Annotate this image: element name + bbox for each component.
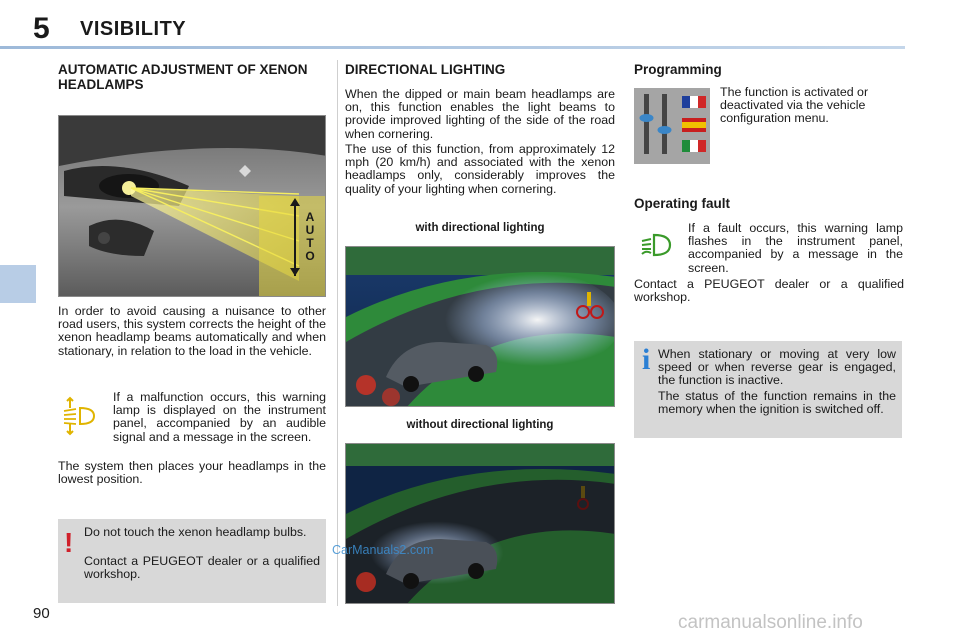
warning-exclamation-icon: ! [64,527,74,558]
info-box [634,341,902,438]
section-title-xenon: AUTOMATIC ADJUSTMENT OF XENON HEADLAMPS [58,62,308,92]
caption-with-directional: with directional lighting [415,222,545,234]
header-rule [0,46,905,49]
caption-without-directional: without directional lighting [406,419,554,431]
directional-text-1: When the dipped or main beam headlamps are on, this function enables the light beams to provide improved lighting of the side of the road when cornering. [345,87,615,141]
warning-text-2: Contact a PEUGEOT dealer or a qualified workshop. [84,554,320,582]
chapter-number: 5 [33,12,50,45]
info-text-1: When stationary or moving at very low speed or when reverse gear is engaged, the function is inactive. [658,347,896,388]
programming-text: The function is activated or deactivated via the vehicle configuration menu. [720,85,869,126]
warning-box [58,519,326,603]
directional-fault-lamp-icon [640,232,674,258]
fault-contact-text: Contact a PEUGEOT dealer or a qualified workshop. [634,277,904,305]
info-text-2: The status of the function remains in the memory when the ignition is switched off. [658,389,896,417]
watermark-carmanuals2: CarManuals2.com [332,543,434,557]
lowest-position-text: The system then places your headlamps in the lowest position. [58,459,326,487]
column-divider [337,60,338,606]
chapter-title: VISIBILITY [80,18,187,40]
road-photo-without-directional [345,443,615,604]
section-title-directional: DIRECTIONAL LIGHTING [345,62,506,77]
headlamp-adjust-warning-icon [60,396,100,436]
directional-text-2: The use of this function, from approximately 12 mph (20 km/h) and associated with the xenon headlamps only, considerably improves the quality of your lighting when cornering. [345,142,615,196]
fault-text: If a fault occurs, this warning lamp flashes in the instrument panel, accompanied by a message in the screen. [688,221,903,275]
info-icon: i [642,343,651,376]
xenon-intro-text: In order to avoid causing a nuisance to other road users, this system corrects the height of the xenon headlamp beams automatically and when stationary, in relation to the load in the vehicle. [58,304,326,358]
section-title-programming: Programming [634,62,722,77]
watermark-carmanualsonline: carmanualsonline.info [678,612,863,633]
malfunction-text: If a malfunction occurs, this warning lamp is displayed on the instrument panel, accompanied by an audible signal and a message in the screen. [113,390,326,444]
road-photo-with-directional [345,246,615,407]
configuration-menu-icon [634,88,710,164]
auto-label: AUTO [305,210,315,263]
chapter-side-tab [0,265,36,303]
page-number: 90 [33,605,50,622]
warning-text-1: Do not touch the xenon headlamp bulbs. [84,525,307,539]
headlamp-photo [58,115,326,297]
section-title-fault: Operating fault [634,196,731,211]
